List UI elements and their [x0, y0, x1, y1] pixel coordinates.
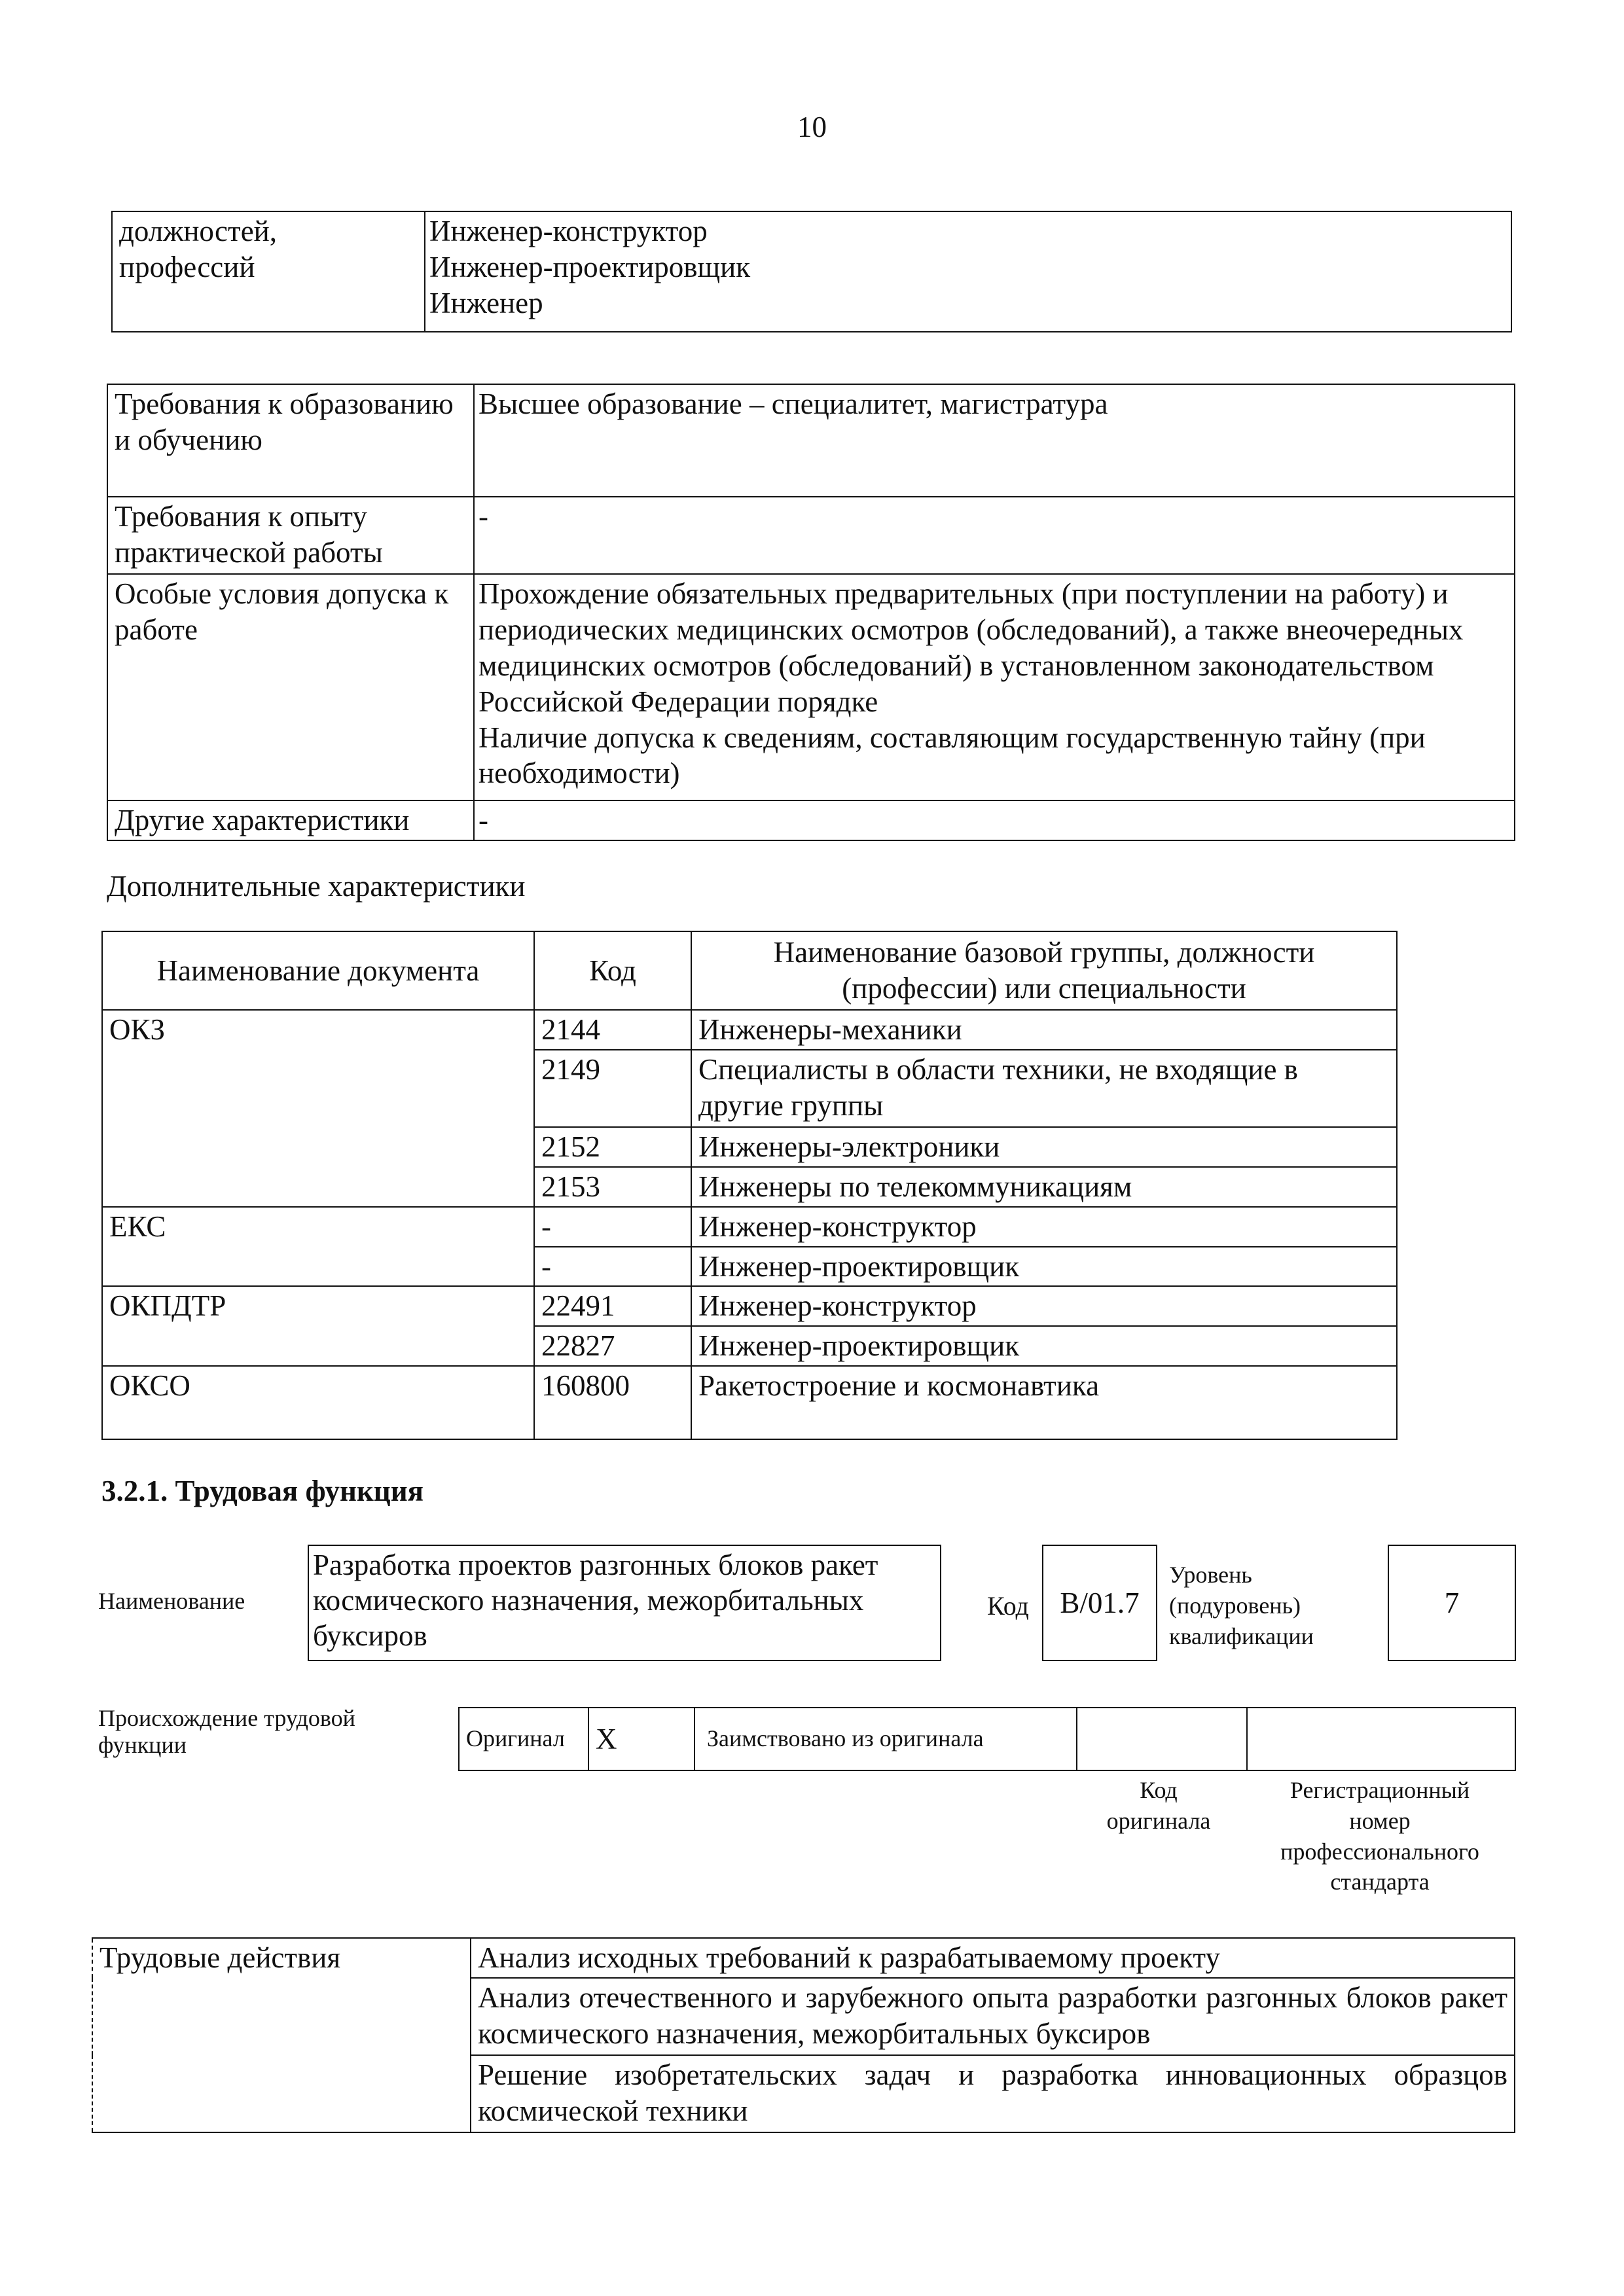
req-label: Особые условия допуска к работе	[107, 574, 474, 800]
code-cell: 2152	[534, 1127, 691, 1167]
doc-cell: ОКЗ	[102, 1010, 534, 1207]
position-item: Инженер-проектировщик	[429, 250, 751, 283]
origin-code-cell	[1077, 1708, 1247, 1770]
additional-table	[101, 931, 1398, 1440]
doc-cell: ЕКС	[102, 1207, 534, 1287]
code-cell: 22491	[534, 1286, 691, 1326]
req-value: -	[474, 800, 1515, 840]
function-code-label: Код	[987, 1591, 1029, 1621]
header-document: Наименование документа	[102, 931, 534, 1010]
actions-table	[92, 1937, 1515, 2133]
req-value: Высшее образование – специалитет, магистратура	[474, 384, 1515, 497]
origin-original: Оригинал	[459, 1708, 588, 1770]
origin-borrowed: Заимствовано из оригинала	[695, 1708, 1077, 1770]
name-cell: Инженер-конструктор	[691, 1207, 1397, 1247]
origin-reg-caption: Регистрационный номер профессионального стандарта	[1280, 1777, 1479, 1895]
requirements-table	[107, 384, 1515, 841]
name-cell: Инженер-проектировщик	[691, 1247, 1397, 1287]
position-item: Инженер	[429, 286, 543, 319]
function-name-box	[308, 1545, 941, 1661]
code-cell: -	[534, 1207, 691, 1247]
positions-table	[111, 211, 1512, 332]
origin-table	[458, 1707, 1516, 1771]
req-label: Требования к образованию и обучению	[107, 384, 474, 497]
name-cell: Ракетостроение и космонавтика	[691, 1366, 1397, 1439]
code-cell: 160800	[534, 1366, 691, 1439]
name-cell: Специалисты в области техники, не входящие в другие группы	[691, 1050, 1397, 1127]
name-cell: Инженеры-электроники	[691, 1127, 1397, 1167]
req-label: Другие характеристики	[107, 800, 474, 840]
header-code: Код	[534, 931, 691, 1010]
name-cell: Инженер-конструктор	[691, 1286, 1397, 1326]
req-value: -	[474, 497, 1515, 574]
origin-label: Происхождение трудовой функции	[98, 1705, 355, 1759]
action-item: Анализ исходных требований к разрабатываемому проекту	[471, 1938, 1515, 1978]
header-name: Наименование базовой группы, должности (профессии) или специальности	[691, 931, 1397, 1010]
code-cell: 2153	[534, 1167, 691, 1207]
positions-values	[425, 211, 1511, 332]
code-cell: 2144	[534, 1010, 691, 1050]
code-cell: 22827	[534, 1326, 691, 1366]
name-cell: Инженеры-механики	[691, 1010, 1397, 1050]
action-item: Решение изобретательских задач и разработка инновационных образцов космической техники	[471, 2055, 1515, 2132]
function-name-value: Разработка проектов разгонных блоков ракет космического назначения, межорбитальных буксиров	[313, 1549, 878, 1652]
function-code-box	[1042, 1545, 1157, 1661]
position-item: Инженер-конструктор	[429, 215, 708, 247]
req-value-line: Прохождение обязательных предварительных (при поступлении на работу) и периодических медицинских осмотров (обследований), а также внеочередных медицинских осмотров (обследований) в установленном законодательством Российской Федерации порядке	[478, 577, 1464, 718]
function-heading: 3.2.1. Трудовая функция	[101, 1475, 424, 1507]
req-value	[474, 574, 1515, 800]
actions-label: Трудовые действия	[92, 1938, 471, 2132]
code-cell: 2149	[534, 1050, 691, 1127]
name-cell: Инженер-проектировщик	[691, 1326, 1397, 1366]
name-cell: Инженеры по телекоммуникациям	[691, 1167, 1397, 1207]
origin-mark: X	[588, 1708, 695, 1770]
doc-cell: ОКСО	[102, 1366, 534, 1439]
function-level-label: Уровень (подуровень) квалификации	[1169, 1562, 1314, 1649]
action-item: Анализ отечественного и зарубежного опыта разработки разгонных блоков ракет космического назначения, межорбитальных буксиров	[471, 1978, 1515, 2055]
function-name-label: Наименование	[98, 1588, 245, 1614]
page-number: 10	[797, 111, 827, 143]
req-label: Требования к опыту практической работы	[107, 497, 474, 574]
doc-cell: ОКПДТР	[102, 1286, 534, 1366]
function-level-box	[1388, 1545, 1516, 1661]
additional-title: Дополнительные характеристики	[107, 870, 526, 903]
function-code-value: B/01.7	[1060, 1587, 1140, 1619]
req-value-line: Наличие допуска к сведениям, составляющим государственную тайну (при необходимости)	[478, 721, 1426, 790]
code-cell: -	[534, 1247, 691, 1287]
function-level-value: 7	[1444, 1587, 1460, 1619]
origin-code-caption: Код оригинала	[1106, 1777, 1211, 1834]
positions-label: должностей, профессий	[112, 211, 425, 332]
origin-reg-cell	[1247, 1708, 1515, 1770]
